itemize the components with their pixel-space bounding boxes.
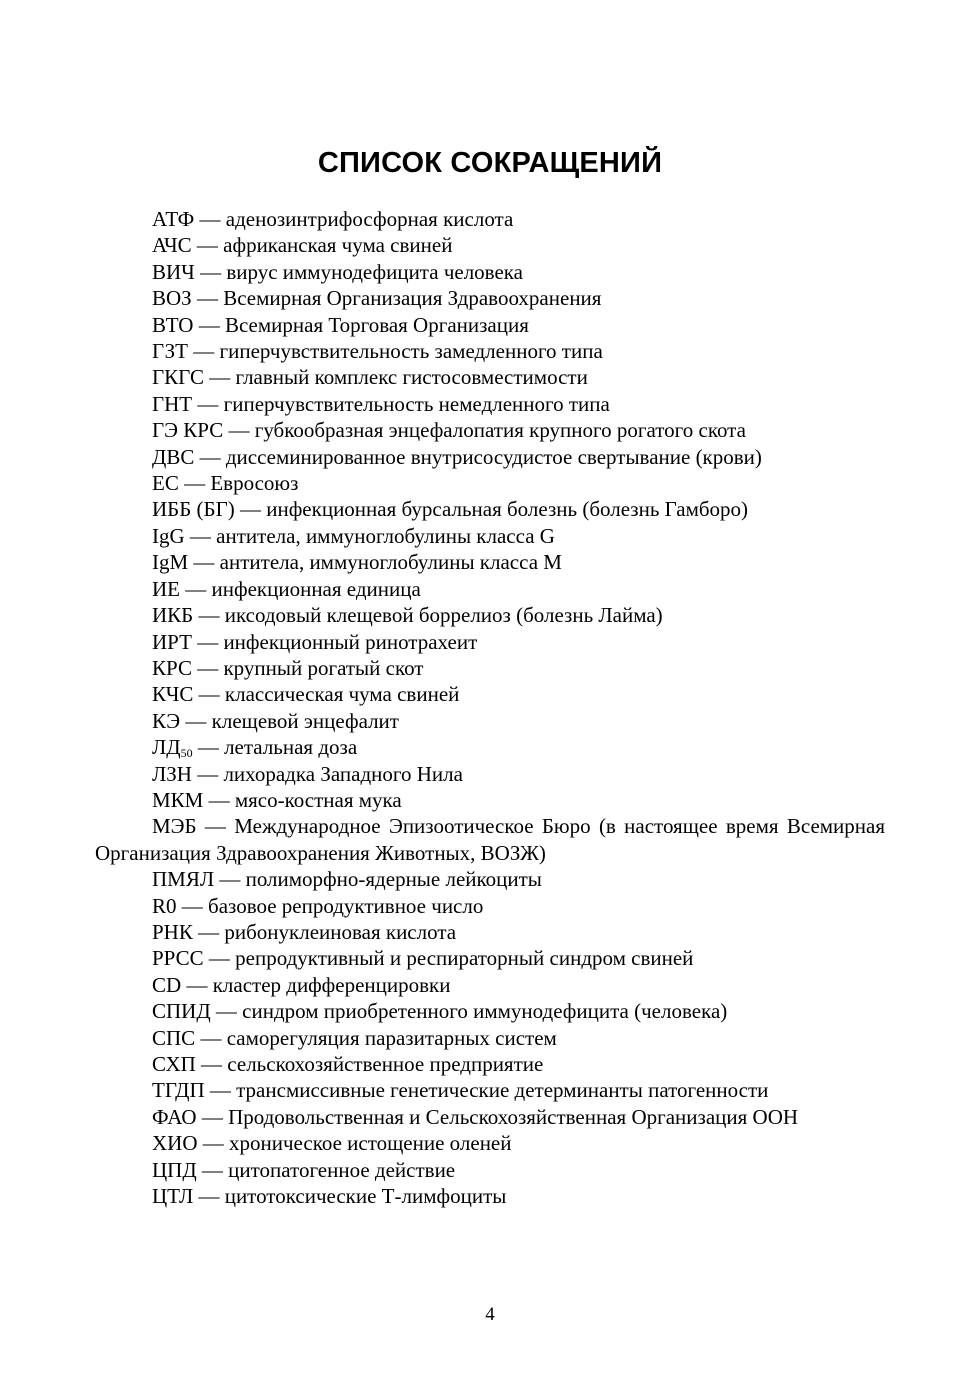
abbreviation-entry: [95, 1157, 885, 1183]
abbreviation-definition: мясо-костная мука: [234, 787, 402, 812]
abbreviation-entry: [95, 919, 885, 945]
abbreviation-definition: крупный рогатый скот: [223, 655, 424, 680]
abbreviation-entry: [95, 1183, 885, 1209]
em-dash-separator: —: [194, 444, 226, 469]
abbreviation-term: МКМ: [152, 787, 204, 812]
abbreviation-definition: Продовольственная и Сельскохозяйственная Организация ООН: [228, 1104, 799, 1129]
em-dash-separator: —: [204, 365, 236, 390]
abbreviation-entry: [95, 232, 885, 258]
abbreviation-term: СПС: [152, 1025, 196, 1050]
em-dash-separator: —: [196, 814, 235, 839]
em-dash-separator: —: [196, 1157, 229, 1182]
abbreviation-term: ЦТЛ: [152, 1184, 194, 1209]
abbreviation-definition: вирус иммунодефицита человека: [226, 259, 523, 284]
em-dash-separator: —: [193, 603, 225, 628]
em-dash-separator: —: [192, 391, 224, 416]
em-dash-separator: —: [191, 655, 224, 680]
abbreviation-entry: [95, 259, 885, 285]
abbreviation-definition: гиперчувствительность немедленного типа: [223, 391, 610, 416]
em-dash-separator: —: [214, 867, 246, 892]
abbreviation-definition: базовое репродуктивное число: [208, 893, 484, 918]
em-dash-separator: —: [194, 207, 226, 231]
abbreviation-entry: [95, 312, 885, 338]
abbreviation-term: ДВС: [152, 444, 195, 469]
em-dash-separator: —: [188, 339, 220, 364]
abbreviation-definition: африканская чума свиней: [223, 233, 453, 258]
abbreviation-entry: [95, 602, 885, 628]
em-dash-separator: —: [210, 999, 243, 1024]
em-dash-separator: —: [181, 972, 213, 997]
abbreviation-definition: Всемирная Организация Здравоохранения: [223, 286, 602, 311]
em-dash-separator: —: [194, 259, 227, 284]
em-dash-separator: —: [223, 418, 255, 443]
abbreviation-entry: [95, 708, 885, 734]
abbreviation-entry: [95, 206, 885, 232]
em-dash-separator: —: [195, 1025, 227, 1050]
em-dash-separator: —: [193, 312, 225, 337]
abbreviation-definition: антитела, иммуноглобулины класса G: [216, 523, 555, 548]
abbreviation-definition: иксодовый клещевой боррелиоз (болезнь Лайма): [224, 603, 663, 628]
em-dash-separator: —: [176, 893, 209, 918]
abbreviation-definition: инфекционный ринотрахеит: [223, 629, 478, 654]
abbreviation-entry: [95, 972, 885, 998]
abbreviation-term: ВОЗ: [152, 286, 192, 311]
abbreviation-term: ЦПД: [152, 1157, 197, 1182]
abbreviation-term: IgG: [152, 523, 185, 548]
abbreviation-definition: кластер дифференцировки: [212, 972, 451, 997]
abbreviation-term: ИББ (БГ): [152, 497, 235, 522]
abbreviation-entry: [95, 893, 885, 919]
abbreviation-entry: [95, 1077, 885, 1103]
abbreviation-term: ИЕ: [152, 576, 180, 601]
em-dash-separator: —: [180, 708, 212, 733]
abbreviation-term: ЛД: [152, 735, 181, 760]
abbreviation-term: РРСС: [152, 946, 204, 971]
abbreviation-subscript: 50: [180, 746, 193, 761]
abbreviation-entry: [95, 444, 885, 470]
em-dash-separator: —: [184, 523, 217, 548]
abbreviation-term: МЭБ: [152, 814, 197, 839]
abbreviation-term: ИКБ: [152, 603, 194, 628]
abbreviation-definition: Евросоюз: [210, 471, 299, 496]
abbreviation-definition: инфекционная единица: [211, 576, 421, 601]
abbreviation-definition: главный комплекс гистосовместимости: [235, 365, 588, 390]
abbreviation-term: ЛЗН: [152, 761, 192, 786]
abbreviation-definition: классическая чума свиней: [224, 682, 460, 707]
abbreviation-definition: Международное Эпизоотическое Бюро (в настоящее время Всемирная Организация Здравоохранения Животных, ВОЗЖ): [95, 814, 886, 865]
abbreviation-definition: цитотоксические Т-лимфоциты: [224, 1184, 507, 1209]
abbreviation-definition: аденозинтрифосфорная кислота: [225, 207, 514, 231]
abbreviation-definition: летальная доза: [224, 735, 358, 760]
abbreviation-definition: губкообразная энцефалопатия крупного рогатого скота: [254, 418, 746, 443]
abbreviation-entry: [95, 1104, 885, 1130]
abbreviation-term: ФАО: [152, 1104, 197, 1129]
abbreviation-term: КЭ: [152, 708, 181, 733]
page-title: СПИСОК СОКРАЩЕНИЙ: [317, 147, 663, 179]
abbreviation-term: ТГДП: [152, 1078, 205, 1103]
abbreviation-term: КЧС: [152, 682, 194, 707]
abbreviation-entry: [95, 734, 885, 760]
abbreviation-entry: [95, 998, 885, 1024]
abbreviation-entry: [95, 576, 885, 602]
abbreviation-term: СХП: [152, 1052, 196, 1076]
abbreviation-definition: репродуктивный и респираторный синдром свиней: [235, 946, 694, 971]
abbreviation-term: РНК: [152, 919, 193, 944]
abbreviation-definition: цитопатогенное действие: [228, 1157, 456, 1182]
abbreviation-term: ГЭ КРС: [152, 418, 224, 443]
em-dash-separator: —: [195, 1052, 228, 1076]
abbreviation-definition: рибонуклеиновая кислота: [224, 919, 457, 944]
abbreviation-entry: [95, 391, 885, 417]
abbreviation-entry: [95, 681, 885, 707]
abbreviation-term: ИРТ: [152, 629, 192, 654]
abbreviation-definition: Всемирная Торговая Организация: [224, 312, 529, 337]
abbreviation-entry: [95, 945, 885, 971]
abbreviation-term: ЕС: [152, 471, 179, 496]
abbreviation-definition: лихорадка Западного Нила: [223, 761, 463, 786]
abbreviation-entry: [95, 787, 885, 813]
em-dash-separator: —: [180, 576, 212, 601]
em-dash-separator: —: [203, 946, 236, 971]
em-dash-separator: —: [193, 1184, 225, 1209]
em-dash-separator: —: [188, 550, 220, 575]
abbreviation-term: КРС: [152, 655, 192, 680]
abbreviation-term: ВТО: [152, 312, 194, 337]
abbreviation-definition: саморегуляция паразитарных систем: [226, 1025, 557, 1050]
abbreviation-definition: гиперчувствительность замедленного типа: [219, 339, 603, 364]
em-dash-separator: —: [191, 629, 224, 654]
abbreviation-definition: полиморфно-ядерные лейкоциты: [245, 867, 542, 892]
abbreviation-entry: [95, 655, 885, 681]
abbreviation-term: ГЗТ: [152, 339, 189, 364]
abbreviation-term: ПМЯЛ: [152, 867, 215, 892]
abbreviation-definition: клещевой энцефалит: [211, 708, 399, 733]
abbreviation-entry: [95, 338, 885, 364]
em-dash-separator: —: [196, 1104, 229, 1129]
abbreviation-term: ГНТ: [152, 391, 193, 416]
abbreviation-definition: антитела, иммуноглобулины класса M: [219, 550, 562, 575]
abbreviation-term: АЧС: [152, 233, 192, 258]
em-dash-separator: —: [234, 497, 267, 522]
abbreviation-entry: [95, 761, 885, 787]
abbreviation-entry: [95, 1130, 885, 1156]
em-dash-separator: —: [203, 787, 235, 812]
abbreviation-term: ГКГС: [152, 365, 205, 390]
abbreviation-entry: [95, 364, 885, 390]
abbreviation-entry: [95, 417, 885, 443]
em-dash-separator: —: [193, 682, 225, 707]
em-dash-separator: —: [204, 1078, 237, 1103]
em-dash-separator: —: [191, 761, 224, 786]
abbreviation-term: R0: [152, 893, 177, 918]
abbreviation-entry: [95, 496, 885, 522]
em-dash-separator: —: [191, 286, 224, 311]
abbreviation-entry: [95, 629, 885, 655]
em-dash-separator: —: [178, 471, 211, 496]
abbreviation-term: АТФ: [152, 207, 195, 231]
abbreviation-entry: [95, 523, 885, 549]
abbreviation-term: СПИД: [152, 999, 211, 1024]
abbreviation-entry: [95, 1051, 885, 1077]
em-dash-separator: —: [192, 919, 225, 944]
abbreviation-term: CD: [152, 972, 182, 997]
abbreviation-list: [95, 206, 885, 1209]
abbreviation-entry: [95, 866, 885, 892]
abbreviation-term: IgM: [152, 550, 189, 575]
em-dash-separator: —: [197, 1131, 229, 1156]
abbreviation-definition: инфекционная бурсальная болезнь (болезнь Гамборо): [266, 497, 749, 522]
abbreviation-term: ХИО: [152, 1131, 198, 1156]
abbreviation-definition: диссеминированное внутрисосудистое свертывание (крови): [225, 444, 762, 469]
abbreviation-entry: [95, 285, 885, 311]
em-dash-separator: —: [191, 233, 224, 258]
abbreviation-term: ВИЧ: [152, 259, 195, 284]
abbreviation-definition: хроническое истощение оленей: [229, 1131, 512, 1156]
abbreviation-entry: [95, 549, 885, 575]
abbreviation-definition: трансмиссивные генетические детерминанты патогенности: [236, 1078, 769, 1103]
abbreviation-definition: синдром приобретенного иммунодефицита (человека): [242, 999, 728, 1024]
abbreviation-entry: [95, 813, 885, 866]
em-dash-separator: —: [192, 735, 225, 760]
abbreviation-definition: сельскохозяйственное предприятие: [227, 1052, 544, 1076]
page-number: 4: [485, 1304, 495, 1325]
abbreviation-entry: [95, 1025, 885, 1051]
abbreviation-entry: [95, 470, 885, 496]
